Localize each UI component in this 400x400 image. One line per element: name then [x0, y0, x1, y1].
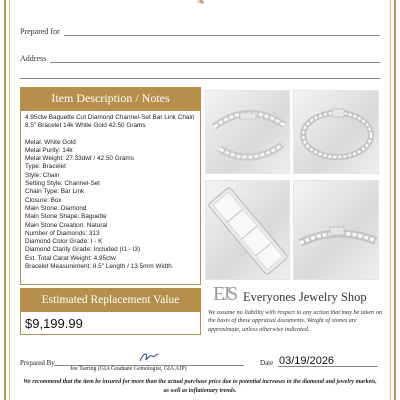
bracelet-illustration — [294, 181, 380, 281]
spec-line: Est. Total Carat Weight: 4.95ctw — [25, 254, 116, 262]
insurance-recommendation: We recommend that the item be insured for more than the actual purchase price due to potential increases in the diamond and jewelry markets, as well as inflationary trends. — [23, 379, 377, 394]
spec-line: Main Stone: Diamond — [25, 204, 87, 212]
ornament-icon: ❧ — [197, 0, 206, 8]
spec-line: Diamond Clarity Grade: Included (I1 - I3) — [25, 246, 141, 254]
spec-line: Diamond Color Grade: I - K — [25, 238, 103, 246]
prepared-for-label: Prepared for — [20, 27, 60, 36]
spec-line: Main Stone Creation: Natural — [25, 221, 108, 229]
item-description-heading: Item Description / Notes — [20, 87, 201, 110]
shop-logo: EJS — [213, 283, 236, 305]
spec-line: Setting Style: Channel-Set — [25, 180, 100, 188]
item-description-box — [20, 110, 201, 285]
spec-line: Closure: Box — [25, 196, 62, 204]
shop-name: Everyones Jewelry Shop — [243, 290, 367, 304]
bracelet-illustration — [206, 181, 291, 281]
bracelet-illustration — [206, 91, 291, 175]
signature-icon — [138, 350, 160, 364]
spec-line: Chain Type: Bar Link — [25, 188, 85, 196]
spec-line: Main Stone Shape: Baguette — [25, 213, 107, 221]
liability-disclaimer: We assume no liability with respect to any action that may be taken on the basis of these appraisal documents. Weight of stones are approximate, unless otherwise indicated. — [208, 309, 382, 333]
bracelet-illustration — [294, 91, 380, 175]
item-title: 4.95ctw Baguette Cut Diamond Channel-Set Bar Link Chain 8.5" Bracelet 14k White Gold 42.50 Grams — [25, 114, 195, 130]
address-label: Address — [20, 54, 47, 63]
spec-line: Type: Bracelet — [25, 163, 66, 171]
bracelet-photo-top-view — [205, 90, 290, 174]
appraisal-date: 03/19/2026 — [279, 355, 335, 367]
bracelet-photo-side-view — [293, 90, 379, 174]
date-label: Date — [260, 359, 274, 367]
spec-line: Metal Weight: 27.33dwt / 42.50 Grams — [25, 155, 134, 163]
bracelet-photo-closeup — [205, 180, 290, 280]
prepared-for-field[interactable] — [64, 35, 380, 36]
address-field-line-2[interactable] — [20, 78, 380, 79]
prepared-by-label: Prepared By — [20, 359, 55, 367]
bracelet-photo-worn — [293, 180, 379, 280]
spec-line: Metal Purity: 14k — [25, 146, 73, 154]
date-line — [278, 366, 378, 367]
spec-line: Metal: White Gold — [25, 138, 76, 146]
appraiser-name: Joe Tsering (GIA Graduate Gemologist, GIA AJP) — [70, 366, 187, 372]
replacement-value-heading: Estimated Replacement Value — [20, 288, 201, 311]
spec-line: Bracelet Measurement: 8.5" Length / 13.5mm Width — [25, 263, 172, 271]
address-field[interactable] — [50, 62, 380, 63]
spec-line: Number of Diamonds: 313 — [25, 229, 100, 237]
spec-line: Style: Chain — [25, 171, 60, 179]
replacement-value: $9,199.99 — [20, 311, 201, 335]
